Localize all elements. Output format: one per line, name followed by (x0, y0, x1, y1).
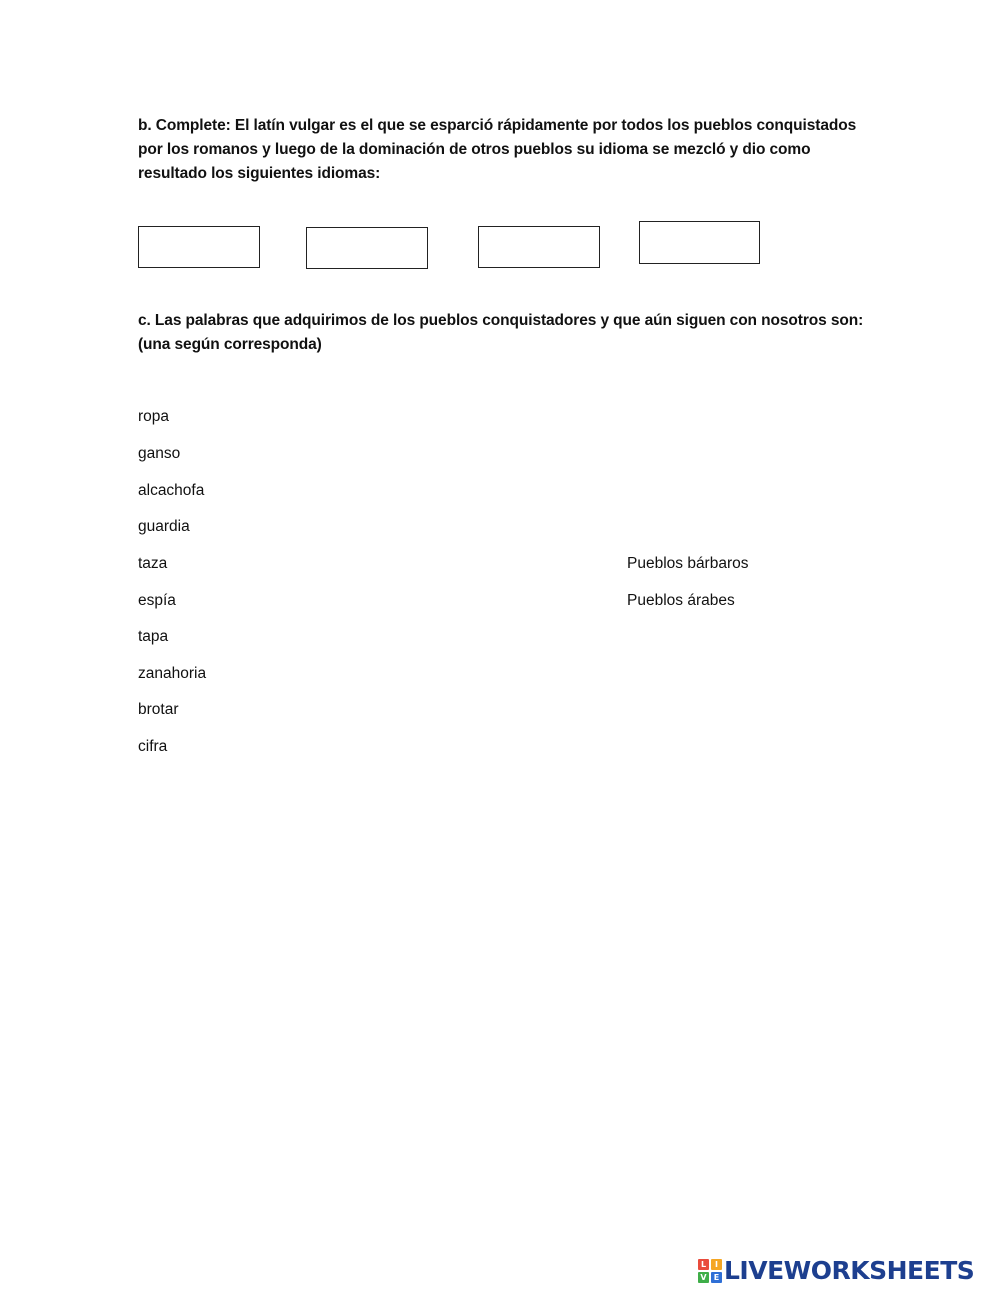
logo-mark-tile: E (711, 1272, 722, 1283)
word-guardia[interactable]: guardia (138, 518, 190, 535)
logo-mark-icon (698, 1259, 722, 1283)
word-cifra[interactable]: cifra (138, 738, 168, 755)
word-zanahoria[interactable]: zanahoria (138, 665, 207, 682)
liveworksheets-logo (698, 1257, 974, 1285)
group-pueblos-arabes[interactable]: Pueblos árabes (627, 592, 735, 609)
logo-text: LIVEWORKSHEETS (724, 1256, 975, 1285)
question-c-text: c. Las palabras que adquirimos de los pueblos conquistadores y que aún siguen con nosotros son: (una según corresponda) (138, 312, 864, 353)
logo-mark-tile: I (711, 1259, 722, 1270)
word-brotar[interactable]: brotar (138, 701, 179, 718)
question-b-text: b. Complete: El latín vulgar es el que se esparció rápidamente por todos los pueblos conquistados por los romanos y luego de la dominación de otros pueblos su idioma se mezcló y dio como resultado los siguientes idiomas: (138, 117, 857, 182)
logo-mark-tile: L (698, 1259, 709, 1270)
answer-box-4[interactable] (639, 221, 760, 264)
word-tapa[interactable]: tapa (138, 628, 169, 645)
answer-box-2[interactable] (306, 227, 428, 269)
word-espia[interactable]: espía (138, 592, 176, 609)
word-ropa[interactable]: ropa (138, 408, 170, 425)
group-pueblos-barbaros[interactable]: Pueblos bárbaros (627, 555, 749, 572)
word-ganso[interactable]: ganso (138, 445, 181, 462)
answer-box-3[interactable] (478, 226, 600, 268)
logo-mark-tile: V (698, 1272, 709, 1283)
word-alcachofa[interactable]: alcachofa (138, 482, 205, 499)
answer-box-1[interactable] (138, 226, 260, 268)
word-taza[interactable]: taza (138, 555, 168, 572)
